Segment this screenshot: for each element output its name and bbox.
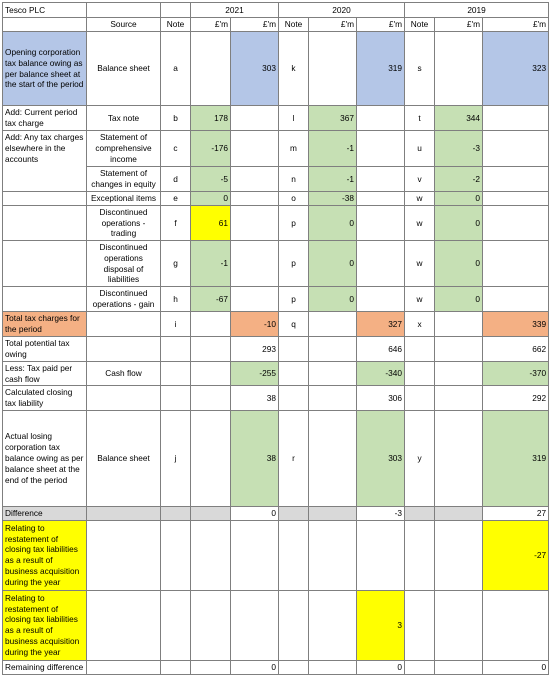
unit-header: £'m: [309, 18, 357, 32]
value-cell: [309, 386, 357, 411]
note-cell: [279, 520, 309, 590]
note-cell: [279, 660, 309, 674]
value-cell: [231, 205, 279, 240]
value-cell: [191, 361, 231, 386]
source-cell: [87, 337, 161, 362]
note-cell: [161, 660, 191, 674]
value-cell: [309, 361, 357, 386]
note-cell: w: [405, 241, 435, 287]
value-cell: 319: [483, 410, 549, 506]
value-cell: 303: [231, 32, 279, 106]
source-cell: Tax note: [87, 106, 161, 131]
value-cell: 0: [435, 287, 483, 312]
value-cell: [357, 106, 405, 131]
note-cell: g: [161, 241, 191, 287]
value-cell: [435, 32, 483, 106]
value-cell: 293: [231, 337, 279, 362]
value-cell: [231, 131, 279, 167]
row-calculated-closing: [3, 386, 549, 411]
note-cell: v: [405, 167, 435, 192]
unit-header: £'m: [435, 18, 483, 32]
source-cell: Balance sheet: [87, 410, 161, 506]
year-2019-header: 2019: [405, 3, 549, 18]
value-cell: 38: [231, 386, 279, 411]
note-cell: [405, 361, 435, 386]
value-cell: [435, 386, 483, 411]
value-cell: [483, 131, 549, 167]
note-cell: [279, 506, 309, 520]
value-cell: [309, 312, 357, 337]
note-cell: y: [405, 410, 435, 506]
value-cell: [435, 590, 483, 660]
note-cell: u: [405, 131, 435, 167]
source-header: Source: [87, 18, 161, 32]
note-cell: [279, 386, 309, 411]
value-cell: [435, 520, 483, 590]
tax-reconciliation-table: [2, 2, 549, 675]
value-cell: [231, 167, 279, 192]
value-cell: [435, 337, 483, 362]
year-2021-header: 2021: [191, 3, 279, 18]
note-cell: n: [279, 167, 309, 192]
value-cell: [483, 106, 549, 131]
value-cell: [483, 241, 549, 287]
note-cell: [405, 506, 435, 520]
source-cell: [87, 520, 161, 590]
note-cell: [161, 361, 191, 386]
value-cell: [309, 660, 357, 674]
note-cell: b: [161, 106, 191, 131]
note-cell: w: [405, 287, 435, 312]
unit-header: £'m: [357, 18, 405, 32]
row-discontinued-trading: [3, 205, 549, 240]
note-cell: [405, 386, 435, 411]
header-row-columns: [3, 18, 549, 32]
value-cell: -370: [483, 361, 549, 386]
value-cell: [435, 410, 483, 506]
value-cell: -67: [191, 287, 231, 312]
value-cell: 61: [191, 205, 231, 240]
row-label: Add: Any tax charges elsewhere in the accounts: [3, 131, 87, 192]
note-cell: r: [279, 410, 309, 506]
note-cell: [405, 590, 435, 660]
row-label: [3, 205, 87, 240]
value-cell: -176: [191, 131, 231, 167]
note-cell: w: [405, 192, 435, 206]
row-total-tax-charges: [3, 312, 549, 337]
value-cell: 319: [357, 32, 405, 106]
row-restatement-2020: [3, 590, 549, 660]
note-cell: p: [279, 287, 309, 312]
note-cell: [279, 361, 309, 386]
note-cell: w: [405, 205, 435, 240]
value-cell: [231, 520, 279, 590]
source-cell: Statement of changes in equity: [87, 167, 161, 192]
value-cell: -38: [309, 192, 357, 206]
value-cell: [191, 660, 231, 674]
row-remaining-difference: [3, 660, 549, 674]
row-label: Less: Tax paid per cash flow: [3, 361, 87, 386]
value-cell: [191, 32, 231, 106]
value-cell: 0: [435, 241, 483, 287]
note-cell: t: [405, 106, 435, 131]
value-cell: [191, 386, 231, 411]
note-cell: l: [279, 106, 309, 131]
value-cell: [231, 106, 279, 131]
value-cell: [357, 131, 405, 167]
value-cell: 344: [435, 106, 483, 131]
header-blank: [3, 18, 87, 32]
row-label: Calculated closing tax liability: [3, 386, 87, 411]
note-cell: f: [161, 205, 191, 240]
row-label: Relating to restatement of closing tax liabilities as a result of business acquisition during the year: [3, 520, 87, 590]
note-header: Note: [405, 18, 435, 32]
note-cell: [161, 386, 191, 411]
row-discontinued-gain: [3, 287, 549, 312]
source-cell: Balance sheet: [87, 32, 161, 106]
note-cell: m: [279, 131, 309, 167]
value-cell: -1: [309, 167, 357, 192]
row-current-charge: [3, 106, 549, 131]
year-2020-header: 2020: [279, 3, 405, 18]
value-cell: 306: [357, 386, 405, 411]
value-cell: [435, 660, 483, 674]
header-row-years: [3, 3, 549, 18]
value-cell: [231, 241, 279, 287]
note-cell: i: [161, 312, 191, 337]
value-cell: 178: [191, 106, 231, 131]
value-cell: 27: [483, 506, 549, 520]
value-cell: [483, 192, 549, 206]
unit-header: £'m: [191, 18, 231, 32]
note-cell: [279, 590, 309, 660]
value-cell: [191, 520, 231, 590]
row-label: Relating to restatement of closing tax liabilities as a result of business acquisition during the year: [3, 590, 87, 660]
note-cell: [405, 520, 435, 590]
value-cell: 323: [483, 32, 549, 106]
row-restatement-2019: [3, 520, 549, 590]
value-cell: [357, 241, 405, 287]
row-label: Add: Current period tax charge: [3, 106, 87, 131]
source-cell: Exceptional items: [87, 192, 161, 206]
value-cell: -1: [191, 241, 231, 287]
value-cell: [435, 361, 483, 386]
value-cell: 0: [231, 660, 279, 674]
value-cell: -10: [231, 312, 279, 337]
value-cell: 0: [231, 506, 279, 520]
row-label: Opening corporation tax balance owing as per balance sheet at the start of the period: [3, 32, 87, 106]
value-cell: -2: [435, 167, 483, 192]
value-cell: [483, 205, 549, 240]
row-label: [3, 287, 87, 312]
row-actual-closing: [3, 410, 549, 506]
value-cell: [435, 312, 483, 337]
value-cell: [357, 167, 405, 192]
row-label: Remaining difference: [3, 660, 87, 674]
value-cell: 0: [309, 205, 357, 240]
note-cell: p: [279, 241, 309, 287]
source-cell: [87, 506, 161, 520]
value-cell: [191, 312, 231, 337]
value-cell: 0: [309, 241, 357, 287]
source-cell: Discontinued operations - gain: [87, 287, 161, 312]
value-cell: 339: [483, 312, 549, 337]
source-cell: [87, 386, 161, 411]
value-cell: [357, 205, 405, 240]
unit-header: £'m: [483, 18, 549, 32]
header-blank: [87, 3, 161, 18]
note-cell: [405, 337, 435, 362]
row-difference: [3, 506, 549, 520]
row-label: Total potential tax owing: [3, 337, 87, 362]
note-cell: h: [161, 287, 191, 312]
company-name: Tesco PLC: [3, 3, 87, 18]
source-cell: [87, 312, 161, 337]
note-cell: p: [279, 205, 309, 240]
note-cell: j: [161, 410, 191, 506]
value-cell: [231, 192, 279, 206]
source-cell: [87, 590, 161, 660]
row-opening-balance: [3, 32, 549, 106]
value-cell: -5: [191, 167, 231, 192]
value-cell: [435, 506, 483, 520]
value-cell: 0: [435, 205, 483, 240]
value-cell: 0: [483, 660, 549, 674]
note-cell: k: [279, 32, 309, 106]
value-cell: 38: [231, 410, 279, 506]
unit-header: £'m: [231, 18, 279, 32]
row-other-charges-oci: [3, 131, 549, 167]
value-cell: 646: [357, 337, 405, 362]
value-cell: 0: [435, 192, 483, 206]
note-cell: [161, 520, 191, 590]
note-cell: x: [405, 312, 435, 337]
note-cell: o: [279, 192, 309, 206]
value-cell: 327: [357, 312, 405, 337]
row-label: [3, 192, 87, 206]
note-header: Note: [279, 18, 309, 32]
value-cell: -3: [357, 506, 405, 520]
row-total-potential: [3, 337, 549, 362]
source-cell: Discontinued operations - trading: [87, 205, 161, 240]
value-cell: [309, 410, 357, 506]
source-cell: Discontinued operations disposal of liabilities: [87, 241, 161, 287]
row-tax-paid: [3, 361, 549, 386]
value-cell: -27: [483, 520, 549, 590]
value-cell: -255: [231, 361, 279, 386]
value-cell: 303: [357, 410, 405, 506]
value-cell: [309, 32, 357, 106]
note-header: Note: [161, 18, 191, 32]
source-cell: Statement of comprehensive income: [87, 131, 161, 167]
value-cell: [309, 337, 357, 362]
value-cell: -1: [309, 131, 357, 167]
note-cell: a: [161, 32, 191, 106]
value-cell: 0: [357, 660, 405, 674]
note-cell: s: [405, 32, 435, 106]
source-cell: [87, 660, 161, 674]
value-cell: 367: [309, 106, 357, 131]
value-cell: -340: [357, 361, 405, 386]
value-cell: [231, 287, 279, 312]
value-cell: [357, 192, 405, 206]
value-cell: 662: [483, 337, 549, 362]
note-cell: [161, 506, 191, 520]
note-cell: c: [161, 131, 191, 167]
value-cell: [483, 287, 549, 312]
value-cell: [191, 506, 231, 520]
note-cell: [405, 660, 435, 674]
value-cell: [191, 410, 231, 506]
row-exceptional-items: [3, 192, 549, 206]
value-cell: [357, 287, 405, 312]
value-cell: -3: [435, 131, 483, 167]
value-cell: [231, 590, 279, 660]
note-cell: [161, 590, 191, 660]
value-cell: 0: [191, 192, 231, 206]
note-cell: d: [161, 167, 191, 192]
value-cell: [191, 590, 231, 660]
value-cell: [309, 520, 357, 590]
row-label: Total tax charges for the period: [3, 312, 87, 337]
row-discontinued-disposal: [3, 241, 549, 287]
value-cell: [191, 337, 231, 362]
value-cell: [309, 590, 357, 660]
value-cell: 0: [309, 287, 357, 312]
value-cell: [483, 590, 549, 660]
header-blank: [161, 3, 191, 18]
value-cell: 292: [483, 386, 549, 411]
row-label: Actual losing corporation tax balance owing as per balance sheet at the end of the period: [3, 410, 87, 506]
source-cell: Cash flow: [87, 361, 161, 386]
value-cell: [357, 520, 405, 590]
row-label: [3, 241, 87, 287]
note-cell: q: [279, 312, 309, 337]
note-cell: [161, 337, 191, 362]
note-cell: [279, 337, 309, 362]
value-cell: 3: [357, 590, 405, 660]
value-cell: [483, 167, 549, 192]
row-label: Difference: [3, 506, 87, 520]
value-cell: [309, 506, 357, 520]
note-cell: e: [161, 192, 191, 206]
